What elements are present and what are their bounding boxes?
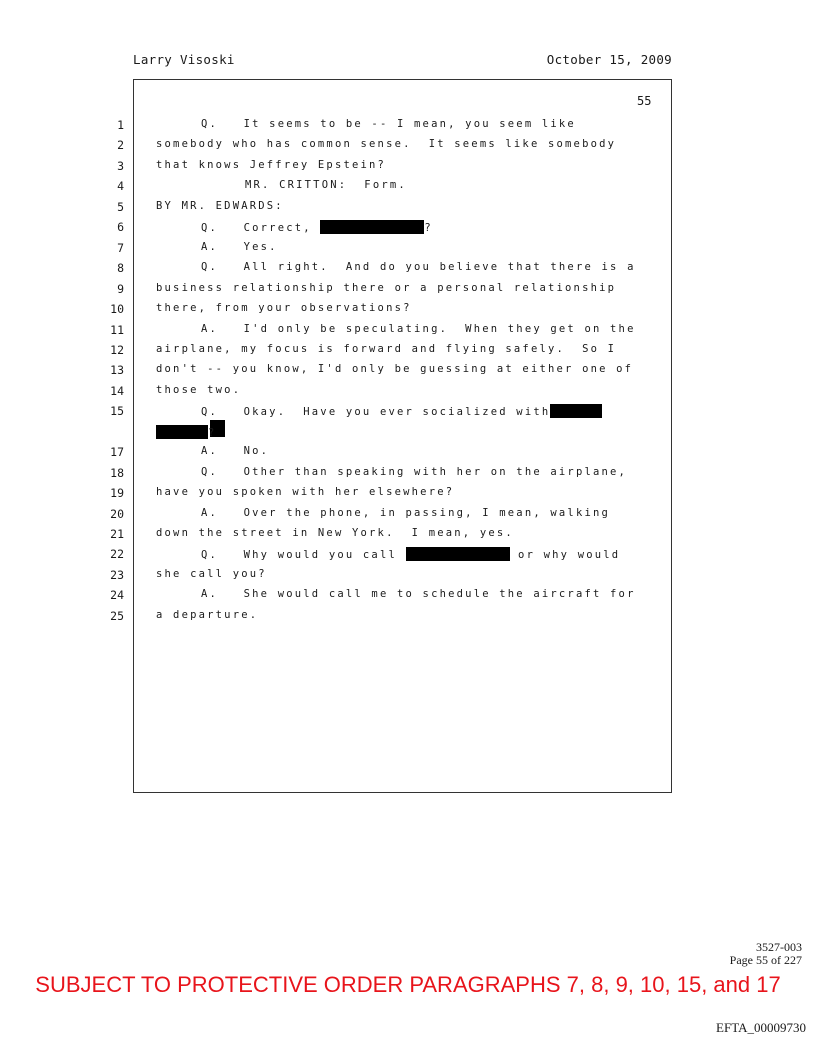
line-number: 6 bbox=[117, 220, 124, 235]
line-text bbox=[201, 220, 433, 234]
transcript-line bbox=[0, 200, 700, 218]
line-number: 2 bbox=[117, 138, 124, 153]
transcript-line bbox=[0, 282, 700, 300]
transcript-line bbox=[0, 466, 700, 484]
line-text bbox=[156, 527, 514, 539]
transcript-line bbox=[0, 384, 700, 402]
transcript-line bbox=[0, 138, 700, 156]
line-number: 21 bbox=[110, 527, 124, 541]
line-text bbox=[156, 363, 633, 375]
transcript-line bbox=[0, 323, 700, 341]
transcript-line bbox=[0, 261, 700, 279]
line-number: 9 bbox=[117, 281, 124, 296]
line-number: 5 bbox=[117, 199, 124, 214]
line-text bbox=[156, 302, 412, 314]
line-number: 3 bbox=[117, 158, 124, 173]
transcript-line bbox=[0, 445, 700, 463]
transcript-line bbox=[0, 425, 700, 443]
redaction-block bbox=[550, 404, 602, 418]
footer-id bbox=[730, 941, 802, 967]
line-text bbox=[156, 138, 616, 150]
transcript-line bbox=[0, 486, 700, 504]
line-text-segment: A. She would call me to schedule the aircraft for bbox=[201, 588, 636, 601]
line-text-segment: have you spoken with her elsewhere? bbox=[156, 486, 455, 499]
line-number: 10 bbox=[110, 302, 124, 317]
line-number: 12 bbox=[110, 342, 124, 357]
transcript-line bbox=[0, 588, 700, 606]
bates-number: EFTA_00009730 bbox=[716, 1020, 806, 1035]
transcript-line bbox=[0, 159, 700, 177]
line-number: 11 bbox=[110, 322, 124, 337]
transcript-line bbox=[0, 118, 700, 136]
line-text-segment: A. Yes. bbox=[201, 240, 278, 253]
line-number: 18 bbox=[110, 465, 124, 480]
line-number: 4 bbox=[117, 179, 124, 194]
line-text-segment: Q. It seems to be -- I mean, you seem like bbox=[201, 118, 576, 130]
line-text-segment: Q. Other than speaking with her on the airplane, bbox=[201, 465, 628, 478]
line-text bbox=[156, 343, 616, 355]
transcript-line bbox=[0, 568, 700, 586]
line-text bbox=[156, 159, 386, 171]
line-text-segment: don't -- you know, I'd only be guessing at either one of bbox=[156, 363, 634, 376]
transcript-line bbox=[0, 547, 700, 565]
line-text-segment: ? bbox=[208, 426, 217, 439]
line-text bbox=[156, 568, 267, 580]
page-of: Page 55 of 227 bbox=[729, 953, 802, 967]
line-number: 20 bbox=[110, 506, 124, 521]
line-number: 23 bbox=[110, 567, 124, 582]
line-text bbox=[156, 486, 454, 498]
redaction-block bbox=[156, 425, 208, 439]
line-number: 19 bbox=[110, 486, 124, 501]
line-text-segment: ? bbox=[424, 222, 433, 235]
line-text bbox=[201, 507, 610, 519]
line-number: 1 bbox=[117, 118, 124, 132]
line-number: 7 bbox=[117, 240, 124, 255]
line-text-segment: those two. bbox=[156, 383, 242, 396]
line-text bbox=[201, 466, 627, 478]
line-text-segment: somebody who has common sense. It seems like somebody bbox=[156, 138, 617, 151]
line-text bbox=[156, 384, 241, 396]
line-text-segment: airplane, my focus is forward and flying safely. So I bbox=[156, 342, 617, 355]
transcript-line bbox=[0, 404, 700, 422]
line-text bbox=[201, 404, 602, 418]
case-id: 3527-003 bbox=[756, 940, 802, 954]
line-text-segment: or why would bbox=[509, 549, 621, 562]
line-text bbox=[156, 200, 284, 212]
line-number: 17 bbox=[110, 445, 124, 460]
protective-order-notice: SUBJECT TO PROTECTIVE ORDER PARAGRAPHS 7, 8, 9, 10, 15, and 17 bbox=[35, 972, 781, 997]
redaction-block bbox=[320, 220, 424, 234]
line-text bbox=[201, 118, 576, 130]
line-number: 24 bbox=[110, 588, 124, 603]
line-text-segment: MR. CRITTON: Form. bbox=[245, 179, 407, 192]
line-text-segment: down the street in New York. I mean, yes. bbox=[156, 527, 514, 539]
line-number: 22 bbox=[110, 547, 124, 562]
line-text bbox=[201, 588, 636, 600]
line-text-segment: A. I'd only be speculating. When they get on the bbox=[201, 322, 636, 335]
transcript-line bbox=[0, 220, 700, 238]
line-text-segment: BY MR. EDWARDS: bbox=[156, 199, 284, 212]
deposition-date: October 15, 2009 bbox=[546, 52, 672, 67]
line-text bbox=[245, 179, 407, 191]
line-text-segment: Q. Okay. Have you ever socialized with bbox=[201, 406, 551, 419]
transcript-line bbox=[0, 343, 700, 361]
line-text bbox=[201, 261, 636, 273]
line-text bbox=[201, 445, 269, 457]
line-text-segment: A. No. bbox=[201, 445, 270, 458]
line-number: 13 bbox=[110, 363, 124, 378]
witness-name: Larry Visoski bbox=[133, 52, 235, 67]
line-number: 14 bbox=[110, 383, 124, 398]
line-text-segment: Q. Why would you call bbox=[201, 549, 406, 562]
line-number: 8 bbox=[117, 261, 124, 276]
line-text bbox=[201, 323, 636, 335]
line-text-segment: there, from your observations? bbox=[156, 302, 412, 315]
line-text-segment: business relationship there or a personal relationship bbox=[156, 281, 617, 294]
transcript-line bbox=[0, 179, 700, 197]
line-text-segment: a departure. bbox=[156, 608, 259, 621]
line-text bbox=[156, 425, 217, 439]
transcript-line bbox=[0, 241, 700, 259]
line-text bbox=[156, 282, 616, 294]
transcript-line bbox=[0, 363, 700, 381]
transcript-line bbox=[0, 609, 700, 627]
line-text bbox=[201, 241, 278, 253]
line-text-segment: Q. Correct, bbox=[201, 222, 321, 235]
line-text-segment: that knows Jeffrey Epstein? bbox=[156, 158, 387, 171]
page-number: 55 bbox=[637, 94, 652, 108]
line-number: 15 bbox=[110, 404, 124, 419]
line-text bbox=[156, 609, 258, 621]
transcript-line bbox=[0, 507, 700, 525]
line-text-segment: she call you? bbox=[156, 567, 267, 580]
line-text bbox=[201, 547, 620, 561]
transcript-line bbox=[0, 302, 700, 320]
line-text-segment: Q. All right. And do you believe that there is a bbox=[201, 261, 636, 274]
transcript-line bbox=[0, 527, 700, 545]
redaction-block bbox=[406, 547, 510, 561]
line-number: 25 bbox=[110, 608, 124, 623]
line-text-segment: A. Over the phone, in passing, I mean, walking bbox=[201, 506, 611, 519]
